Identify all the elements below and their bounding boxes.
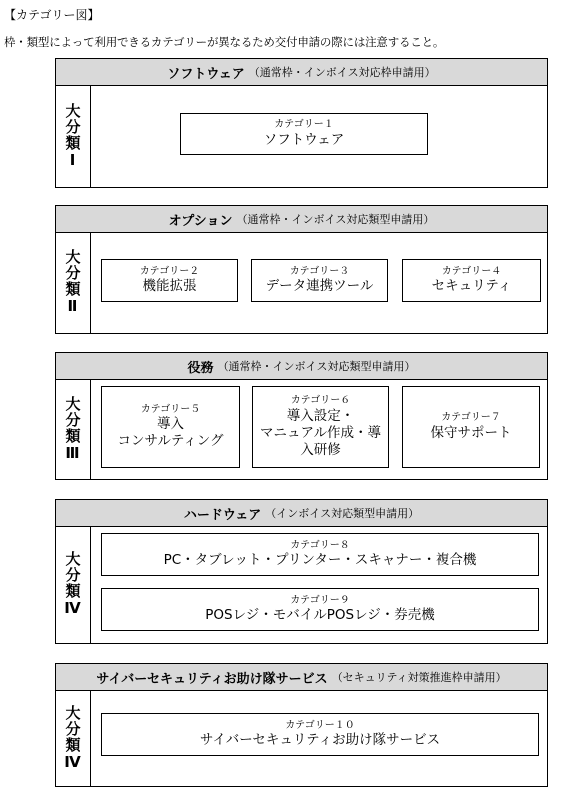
figure-heading: 【カテゴリー図】 [4, 8, 100, 22]
group-title: 役務 [187, 360, 214, 376]
category-box-1 [180, 113, 428, 155]
group-title: ハードウェア [183, 507, 262, 523]
group-header [56, 664, 547, 691]
category-label: カテゴリー３ [289, 265, 350, 277]
group-option [55, 205, 548, 334]
category-name-line: コンサルティング [117, 433, 224, 450]
category-name: POSレジ・モバイルPOSレジ・券売機 [205, 607, 435, 624]
group-hardware [55, 499, 548, 644]
category-box-3 [251, 259, 388, 302]
side-label-cell [56, 232, 91, 333]
category-box-7 [402, 386, 540, 468]
category-name: 保守サポート [430, 424, 512, 441]
category-box-4 [402, 259, 541, 302]
category-name [260, 408, 381, 459]
group-header [56, 500, 547, 527]
category-name: ソフトウェア [263, 131, 345, 148]
side-label-cell [56, 690, 91, 786]
category-box-10 [101, 713, 539, 756]
side-label-cell [56, 85, 91, 187]
side-label-cell [56, 379, 91, 479]
group-title: オプション [168, 213, 233, 229]
group-subtitle: （インボイス対応類型申請用） [265, 507, 420, 520]
category-box-9 [101, 588, 539, 631]
category-name: データ連携ツール [265, 278, 374, 295]
side-label: 大分類Ⅲ [63, 395, 82, 463]
category-name-line: 導入 [156, 416, 184, 433]
side-label-cell [56, 526, 91, 643]
category-name: サイバーセキュリティお助け隊サービス [199, 732, 441, 749]
category-box-5 [101, 386, 240, 468]
side-label: 大分類Ⅳ [63, 704, 82, 772]
category-label: カテゴリー１０ [285, 719, 355, 731]
category-label: カテゴリー２ [139, 265, 200, 277]
side-label: 大分類Ⅰ [63, 102, 82, 170]
category-label: カテゴリー８ [290, 539, 350, 551]
category-box-8 [101, 533, 539, 576]
category-box-6 [252, 386, 389, 468]
side-label: 大分類Ⅳ [63, 551, 82, 618]
category-name-line: マニュアル作成・導 [260, 424, 381, 441]
category-label: カテゴリー６ [290, 395, 351, 407]
group-header [56, 206, 547, 233]
side-label: 大分類Ⅱ [63, 249, 82, 316]
group-title: サイバーセキュリティお助け隊サービス [96, 671, 328, 687]
category-name [118, 416, 224, 450]
category-label: カテゴリー７ [441, 412, 501, 424]
category-box-2 [101, 259, 238, 302]
category-label: カテゴリー５ [140, 403, 201, 415]
category-label: カテゴリー９ [290, 594, 350, 606]
category-name: PC・タブレット・プリンター・スキャナー・複合機 [163, 552, 477, 569]
group-subtitle: （通常枠・インボイス対応類型申請用） [236, 213, 435, 226]
group-service [55, 352, 548, 480]
group-header [56, 59, 547, 86]
group-software [55, 58, 548, 188]
group-subtitle: （通常枠・インボイス対応枠申請用） [248, 66, 436, 79]
group-title: ソフトウェア [167, 66, 245, 82]
category-name: セキュリティ [431, 278, 512, 295]
category-label: カテゴリー４ [441, 265, 502, 277]
category-name-line: 入研修 [300, 441, 341, 458]
group-subtitle: （セキュリティ対策推進枠申請用） [331, 671, 507, 684]
group-subtitle: （通常枠・インボイス対応類型申請用） [217, 360, 416, 373]
category-label: カテゴリー１ [274, 119, 334, 131]
category-name: 機能拡張 [142, 278, 197, 295]
group-header [56, 353, 547, 380]
group-cybersecurity [55, 663, 548, 787]
category-name-line: 導入設定・ [286, 407, 355, 424]
intro-text: 枠・類型によって利用できるカテゴリーが異なるため交付申請の際には注意すること。 [4, 35, 445, 49]
